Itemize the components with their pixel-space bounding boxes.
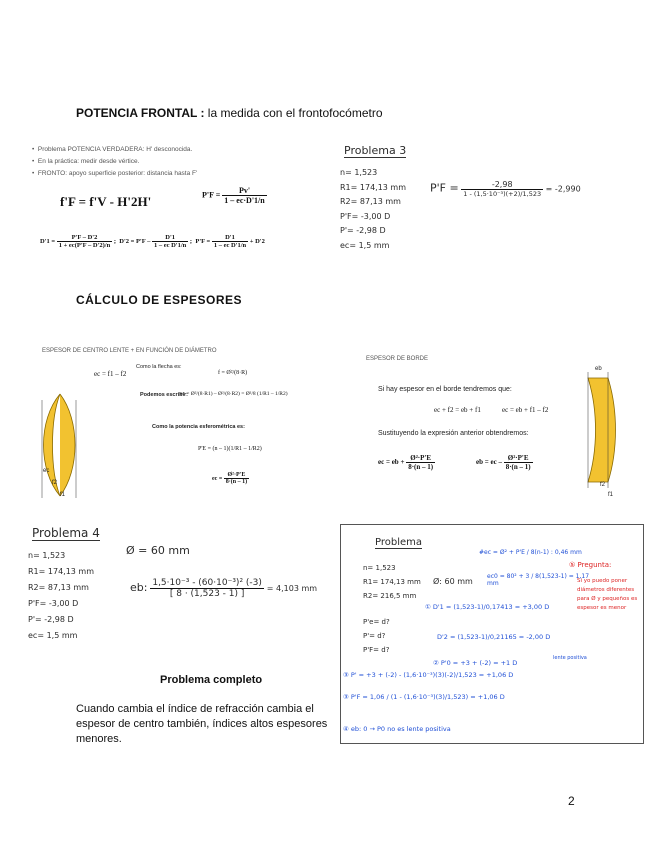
problema-4-diameter: Ø = 60 mm: [126, 544, 190, 557]
eq-f: f = Ø²/(8·R): [218, 370, 248, 376]
formula-row: D'1 = $\frac{P'F - D'2}{1 + ec(P'F - D'2)/n}$ ; D'2 = P'F – $\frac{D'1}{\text{1 – ec D'1/n}}$ ; P'F = $\frac{D'1}{\text{1 – ec D'1/n}}$ + D'2: [40, 234, 265, 249]
problema-3-title: Problema 3: [344, 144, 407, 157]
problema-4-given: n= 1,523 R1= 174,13 mm R2= 87,13 mm P'F= -3,00 D P'= -2,98 D ec= 1,5 mm: [28, 551, 95, 640]
step-4: ③ P'F = 1,06 / (1 - (1,6·10⁻³)(3)/1,523) = +1,06 D: [343, 693, 505, 701]
eq-ec-final: ec = $\frac{\text{Ø²·P'E}}{8\cdot(n - 1)}$: [212, 472, 248, 485]
label-eb: eb: [595, 366, 602, 372]
page-number: 2: [568, 794, 575, 808]
flecha-label: Como la flecha es:: [136, 364, 182, 370]
problema-4-notes: [28, 524, 328, 664]
slide-espesor-borde: [356, 350, 626, 502]
problema-4-calc: eb: $\frac{\text{1,5·10⁻³ - (60·10⁻³)² (-3)}}{[ 8 \cdot (1,523 - 1) ]}$ = 4,103 mm: [130, 578, 318, 599]
bullet-item: • FRONTO: apoyo superficie posterior: distancia hasta F': [32, 170, 198, 177]
label-f2: f2: [600, 482, 606, 488]
lens-shape: [588, 378, 616, 482]
borde-eq3: ec = eb + $\frac{\text{Ø²·P'E}}{8\cdot(n - 1)}$: [378, 454, 434, 471]
step-1: ① D'1 = (1,523-1)/0,17413 = +3,00 D: [425, 603, 550, 611]
heading-rest: la medida con el frontofocómetro: [204, 106, 383, 120]
slide-potencia-frontal: [32, 140, 302, 268]
label-f1: f1: [60, 492, 66, 498]
heading-bold: POTENCIA FRONTAL :: [76, 106, 205, 120]
label-ec: ec: [43, 468, 50, 474]
question-title: ⑤ Pregunta:: [569, 561, 612, 569]
eq-ec-expanded: ec = Ø²/(8·R1) – Ø²/(8·R2) = Ø²/8 (1/R1 – 1/R2): [180, 391, 288, 397]
label-f2: f2: [52, 480, 58, 486]
problema-4-title: Problema 4: [32, 526, 100, 540]
problema-3-calc: P'F = $\frac{-2,98}{\text{1 - (1,5·10⁻³)(+2)/1,523}}$ = -2,990: [430, 180, 581, 198]
lens-diagram-border: [574, 370, 624, 490]
borde-eq1: ec + f2 = eb + f1: [434, 406, 481, 414]
label-f1: f1: [608, 492, 614, 498]
borde-eq4: eb = ec – $\frac{\text{Ø²·P'E}}{8\cdot(n - 1)}$: [476, 454, 531, 471]
slide-title: ESPESOR DE CENTRO LENTE + EN FUNCIÓN DE DIÁMETRO: [42, 348, 217, 354]
formula-pf: P'F = $\frac{Pv'}{1 - ec\cdot D'1/n}$: [202, 186, 265, 205]
problema-diameter: Ø: 60 mm: [433, 577, 473, 586]
problema-completo-label: Problema completo: [160, 674, 263, 686]
step-2: ② P'0 = +3 + (-2) = +1 D: [433, 659, 518, 667]
problema-3-notes: [338, 140, 584, 272]
bullet-item: • En la práctica: medir desde vértice.: [32, 158, 140, 165]
problema-completo-notes: [340, 524, 644, 744]
borde-line2: Sustituyendo la expresión anterior obtendremos:: [378, 430, 529, 437]
section-heading-calculo-espesores: CÁLCULO DE ESPESORES: [76, 293, 243, 307]
lens-shape: [60, 394, 75, 496]
borde-line1: Si hay espesor en el borde tendremos que:: [378, 386, 512, 393]
section-heading-potencia-frontal: [76, 106, 383, 120]
lens-diagram-center: [36, 390, 88, 502]
problema-given: n= 1,523 R1= 174,13 mm R2= 216,5 mm P'e= d? P'= d? P'F= d?: [363, 564, 421, 654]
ec-calc: ec0 = 80² + 3 / 8(1,523-1) = 1,17 mm: [487, 573, 590, 587]
problema-completo-text: Cuando cambia el índice de refracción cambia el espesor de centro también, índices altos espesores menores.: [76, 703, 328, 745]
borde-eq2: ec = eb + f1 – f2: [502, 406, 549, 414]
potencia-label: Como la potencia esferométrica es:: [152, 424, 245, 430]
formula-fprime: f'F = f'V - H'2H': [60, 194, 152, 209]
slide-espesor-centro: [36, 344, 328, 504]
step-5: ④ eb: 0 → P0 no es lente positiva: [343, 725, 451, 733]
podemos-label: Podemos escribir:: [140, 392, 188, 398]
step-2-note: lente positiva: [553, 655, 587, 661]
step-3: ③ P' = +3 + (-2) - (1,6·10⁻³)(3)(-2)/1,523 = +1,06 D: [343, 671, 514, 679]
eq-potencia: P'E = (n – 1)(1/R1 – 1/R2): [198, 446, 262, 452]
bullet-list: [32, 146, 197, 177]
problema-3-given: n= 1,523 R1= 174,13 mm R2= 87,13 mm P'F= -3,00 D P'= -2,98 D ec= 1,5 mm: [340, 168, 407, 250]
problema-title: Problema: [375, 537, 423, 548]
step-1b: D'2 = (1,523-1)/0,21165 = -2,00 D: [437, 633, 551, 641]
question-text: Si yo puedo poner diámetros diferentes para Ø y pequeños es espesor es menor: [577, 578, 638, 611]
eq-ec: ec = f1 – f2: [94, 370, 127, 378]
ec-formula: #ec = Ø² + P'E / 8(n-1) : 0,46 mm: [479, 549, 582, 556]
bullet-item: • Problema POTENCIA VERDADERA: H' desconocida.: [32, 146, 193, 153]
slide-title: ESPESOR DE BORDE: [366, 356, 429, 362]
